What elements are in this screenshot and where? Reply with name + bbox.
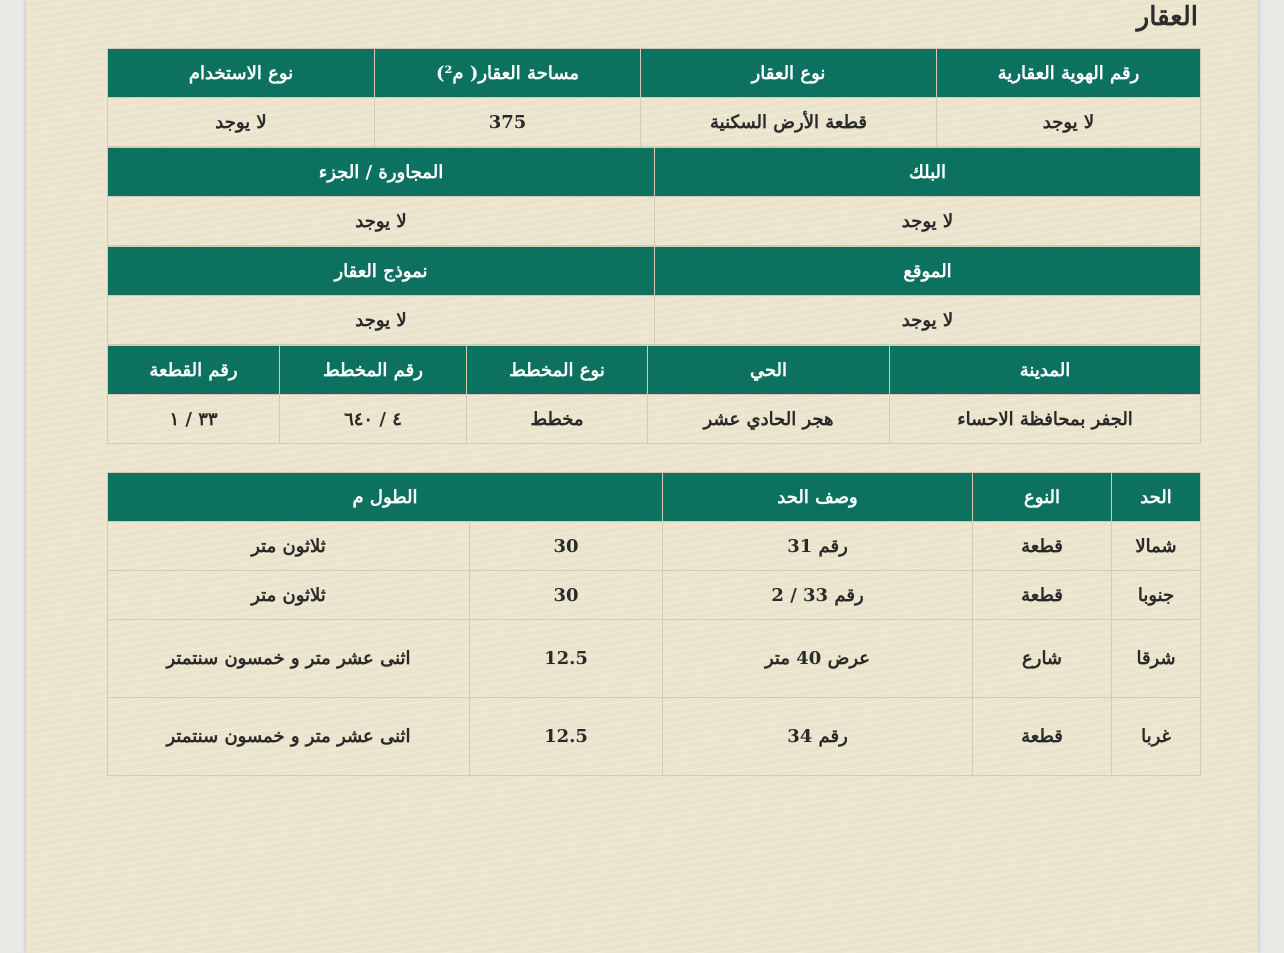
boundary-length-number: 30 xyxy=(470,571,663,620)
boundary-length-words: اثنى عشر متر و خمسون سنتمتر xyxy=(108,698,470,776)
document-page xyxy=(26,0,1258,953)
table-header-row xyxy=(108,473,1201,522)
header-plan-number: رقم المخطط xyxy=(280,346,467,395)
section-title: العقار xyxy=(1136,2,1198,32)
header-neighborhood-part: المجاورة / الجزء xyxy=(108,148,655,197)
header-boundary-type: النوع xyxy=(973,473,1112,522)
value-plan-number: ٤ / ٦٤٠ xyxy=(280,395,467,444)
value-district: هجر الحادي عشر xyxy=(648,395,890,444)
header-location: الموقع xyxy=(655,247,1201,296)
property-table xyxy=(107,48,1201,147)
header-property-type: نوع العقار xyxy=(641,49,937,98)
value-property-model: لا يوجد xyxy=(108,296,655,345)
header-usage-type: نوع الاستخدام xyxy=(108,49,375,98)
boundary-description: رقم 34 xyxy=(663,698,973,776)
boundary-length-number: 30 xyxy=(470,522,663,571)
boundary-direction: غربا xyxy=(1112,698,1201,776)
header-boundary-description: وصف الحد xyxy=(663,473,973,522)
table-header-row xyxy=(108,247,1201,296)
boundary-type: قطعة xyxy=(973,698,1112,776)
boundary-length-number: 12.5 xyxy=(470,698,663,776)
table-row xyxy=(108,395,1201,444)
boundary-description: رقم 33 / 2 xyxy=(663,571,973,620)
table-row xyxy=(108,296,1201,345)
table-header-row xyxy=(108,346,1201,395)
boundary-length-number: 12.5 xyxy=(470,620,663,698)
header-plan-type: نوع المخطط xyxy=(467,346,648,395)
table-row xyxy=(108,522,1201,571)
value-block: لا يوجد xyxy=(655,197,1201,246)
table-row xyxy=(108,571,1201,620)
boundaries-table xyxy=(107,472,1201,776)
plan-table xyxy=(107,345,1201,444)
header-property-model: نموذج العقار xyxy=(108,247,655,296)
boundary-length-words: ثلاثون متر xyxy=(108,571,470,620)
value-property-area: 375 xyxy=(375,98,641,147)
value-property-type: قطعة الأرض السكنية xyxy=(641,98,937,147)
boundary-direction: جنوبا xyxy=(1112,571,1201,620)
header-city: المدينة xyxy=(890,346,1201,395)
boundary-type: قطعة xyxy=(973,571,1112,620)
boundary-type: شارع xyxy=(973,620,1112,698)
table-header-row xyxy=(108,49,1201,98)
value-real-estate-id: لا يوجد xyxy=(937,98,1201,147)
value-city: الجفر بمحافظة الاحساء xyxy=(890,395,1201,444)
boundary-direction: شمالا xyxy=(1112,522,1201,571)
table-row xyxy=(108,197,1201,246)
block-table xyxy=(107,147,1201,246)
header-real-estate-id: رقم الهوية العقارية xyxy=(937,49,1201,98)
value-usage-type: لا يوجد xyxy=(108,98,375,147)
table-header-row xyxy=(108,148,1201,197)
location-table xyxy=(107,246,1201,345)
header-block: البلك xyxy=(655,148,1201,197)
value-location: لا يوجد xyxy=(655,296,1201,345)
table-row xyxy=(108,620,1201,698)
boundary-direction: شرقا xyxy=(1112,620,1201,698)
boundary-length-words: اثنى عشر متر و خمسون سنتمتر xyxy=(108,620,470,698)
boundary-description: رقم 31 xyxy=(663,522,973,571)
table-row xyxy=(108,698,1201,776)
boundary-type: قطعة xyxy=(973,522,1112,571)
header-plot-number: رقم القطعة xyxy=(108,346,280,395)
header-property-area: مساحة العقار( م²) xyxy=(375,49,641,98)
value-neighborhood-part: لا يوجد xyxy=(108,197,655,246)
header-length: الطول م xyxy=(108,473,663,522)
header-district: الحي xyxy=(648,346,890,395)
value-plot-number: ٣٣ / ١ xyxy=(108,395,280,444)
header-boundary: الحد xyxy=(1112,473,1201,522)
table-row xyxy=(108,98,1201,147)
boundary-length-words: ثلاثون متر xyxy=(108,522,470,571)
value-plan-type: مخطط xyxy=(467,395,648,444)
boundary-description: عرض 40 متر xyxy=(663,620,973,698)
